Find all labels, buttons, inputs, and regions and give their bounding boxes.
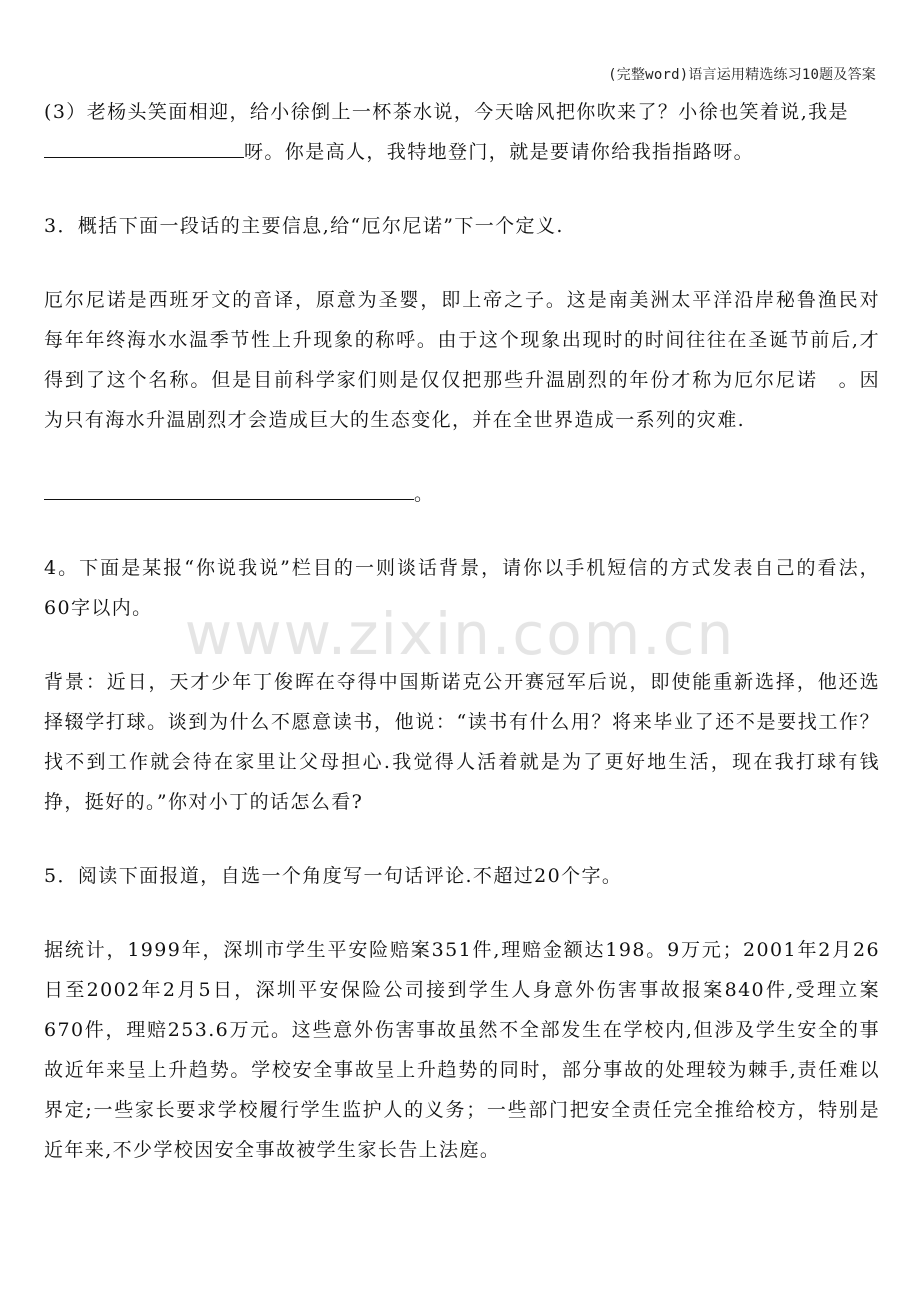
q5-question: 5．阅读下面报道，自选一个角度写一句话评论.不超过20个字。 <box>44 865 623 887</box>
q2-item3-line2 <box>44 132 880 172</box>
q3-answer-end: 。 <box>414 483 435 505</box>
answer-blank[interactable] <box>44 477 414 500</box>
watermark: www.zixin.com.cn <box>184 600 736 668</box>
document-body <box>44 92 880 1170</box>
q3-question: 3．概括下面一段话的主要信息,给“厄尔尼诺”下一个定义. <box>44 215 564 237</box>
q4-question: 4。下面是某报“你说我说”栏目的一则谈话背景，请你以手机短信的方式发表自己的看法，60字以内。 <box>44 557 880 619</box>
q4-background: 背景：近日，天才少年丁俊晖在夺得中国斯诺克公开赛冠军后说，即使能重新选择，他还选择辍学打球。谈到为什么不愿意读书，他说：“读书有什么用？将来毕业了还不是要找工作？找不到工作就会待在家里让父母担心.我觉得人活着就是为了更好地生活，现在我打球有钱挣，挺好的。”你对小丁的话怎么看? <box>44 671 880 813</box>
q2-item3-line1: (3）老杨头笑面相迎，给小徐倒上一杯茶水说，今天啥风把你吹来了？小徐也笑着说,我是 <box>44 101 849 123</box>
running-header: (完整word)语言运用精选练习10题及答案 <box>608 67 876 83</box>
q5-passage: 据统计，1999年，深圳市学生平安险赔案351件,理赔金额达198。9万元；2001年2月26日至2002年2月5日，深圳平安保险公司接到学生人身意外伤害事故报案840件,受理立案670件，理赔253.6万元。这些意外伤害事故虽然不全部发生在学校内,但涉及学生安全的事故近年来呈上升趋势。学校安全事故呈上升趋势的同时，部分事故的处理较为棘手,责任难以界定;一些家长要求学校履行学生监护人的义务；一些部门把安全责任完全推给校方，特别是近年来,不少学校因安全事故被学生家长告上法庭。 <box>44 939 880 1161</box>
answer-blank[interactable] <box>44 135 244 158</box>
q3-answer-line <box>44 474 880 514</box>
q2-item3-line2-text: 呀。你是高人，我特地登门，就是要请你给我指指路呀。 <box>244 141 755 163</box>
q3-passage: 厄尔尼诺是西班牙文的音译，原意为圣婴，即上帝之子。这是南美洲太平洋沿岸秘鲁渔民对每年年终海水水温季节性上升现象的称呼。由于这个现象出现时的时间往往在圣诞节前后,才得到了这个名称。但是目前科学家们则是仅仅把那些升温剧烈的年份才称为厄尔尼诺 。因为只有海水升温剧烈才会造成巨大的生态变化，并在全世界造成一系列的灾难. <box>44 289 880 431</box>
